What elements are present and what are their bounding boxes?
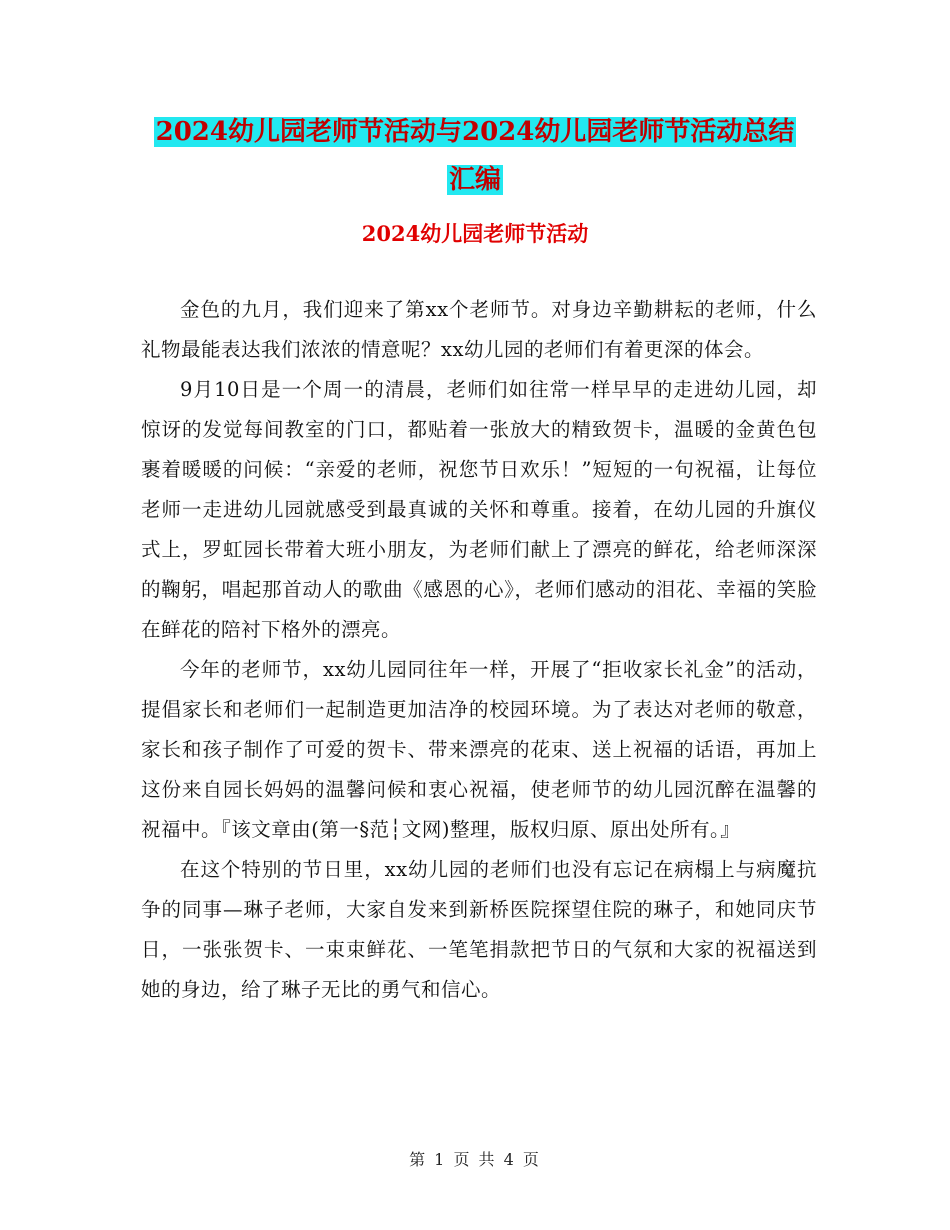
page-footer (0, 1147, 950, 1170)
page-number: 第 1 页 共 4 页 (409, 1150, 541, 1169)
paragraph-1: 金色的九月，我们迎来了第xx个老师节。对身边辛勤耕耘的老师，什么礼物最能表达我们浓浓的情意呢？xx幼儿园的老师们有着更深的体会。 (141, 298, 817, 361)
document-title (0, 108, 950, 204)
title-line-1: 2024幼儿园老师节活动与2024幼儿园老师节活动总结 (155, 117, 795, 147)
document-body (141, 290, 817, 1010)
section-title: 2024幼儿园老师节活动 (361, 221, 589, 246)
title-line-2: 汇编 (448, 165, 501, 195)
paragraph-2: 9月10日是一个周一的清晨，老师们如往常一样早早的走进幼儿园，却惊讶的发觉每间教室的门口，都贴着一张放大的精致贺卡，温暖的金黄色包裹着暖暖的问候：“亲爱的老师，祝您节日欢乐！”短短的一句祝福，让每位老师一走进幼儿园就感受到最真诚的关怀和尊重。接着，在幼儿园的升旗仪式上，罗虹园长带着大班小朋友，为老师们献上了漂亮的鲜花，给老师深深的鞠躬，唱起那首动人的歌曲《感恩的心》，老师们感动的泪花、幸福的笑脸在鲜花的陪衬下格外的漂亮。 (141, 378, 817, 641)
paragraph-4: 在这个特别的节日里，xx幼儿园的老师们也没有忘记在病榻上与病魔抗争的同事—琳子老师，大家自发来到新桥医院探望住院的琳子，和她同庆节日，一张张贺卡、一束束鲜花、一笔笔捐款把节日的气氛和大家的祝福送到她的身边，给了琳子无比的勇气和信心。 (141, 858, 817, 1001)
paragraph-3: 今年的老师节，xx幼儿园同往年一样，开展了“拒收家长礼金”的活动，提倡家长和老师们一起制造更加洁净的校园环境。为了表达对老师的敬意，家长和孩子制作了可爱的贺卡、带来漂亮的花束、送上祝福的话语，再加上这份来自园长妈妈的温馨问候和衷心祝福，使老师节的幼儿园沉醉在温馨的祝福中。『该文章由(第一§范┆文网)整理，版权归原、原出处所有。』 (141, 658, 817, 841)
